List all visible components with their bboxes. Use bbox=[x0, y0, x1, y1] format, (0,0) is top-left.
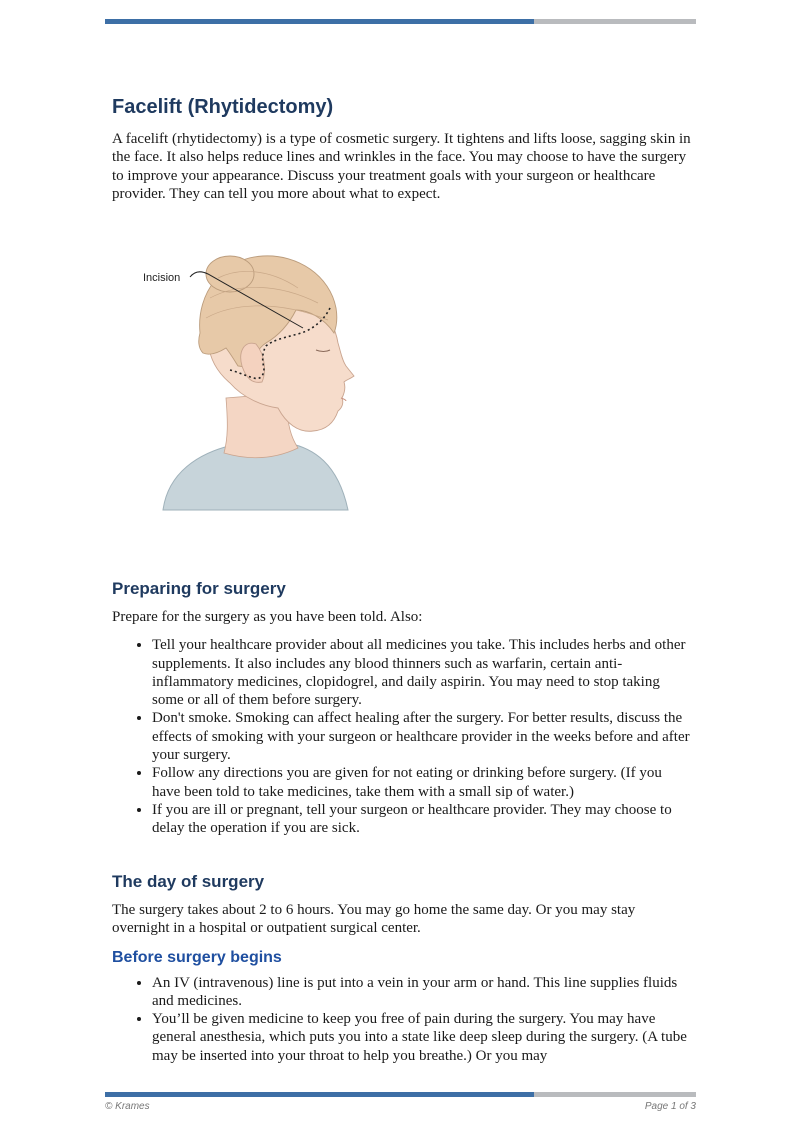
preparing-lead: Prepare for the surgery as you have been told. Also: bbox=[112, 609, 423, 625]
list-item: • You’ll be given medicine to keep you free of pain during the surgery. You may have general anesthesia, which puts you into a state like deep sleep during the surgery. (A tube may be inserted into your throat to help you breathe.) Or you may bbox=[152, 1010, 692, 1065]
bottom-rule bbox=[105, 1092, 696, 1097]
intro-paragraph: A facelift (rhytidectomy) is a type of cosmetic surgery. It tightens and lifts loose, sagging skin in the face. It also helps reduce lines and wrinkles in the face. You may choose to have the surgery to improve your appearance. Discuss your treatment goals with your surgeon or healthcare provider. They can tell you more about what to expect. bbox=[112, 131, 691, 202]
day-heading: The day of surgery bbox=[112, 872, 265, 891]
preparing-heading: Preparing for surgery bbox=[112, 579, 286, 598]
footer-copyright: © Krames bbox=[105, 1101, 150, 1112]
footer-page-number: Page 1 of 3 bbox=[644, 1101, 696, 1112]
list-item: • An IV (intravenous) line is put into a vein in your arm or hand. This line supplies fluids and medicines. bbox=[152, 974, 692, 1011]
page-title: Facelift (Rhytidectomy) bbox=[112, 96, 334, 118]
incision-label: Incision bbox=[143, 272, 181, 284]
list-item: • Don't smoke. Smoking can affect healing after the surgery. For better results, discuss the effects of smoking with your surgeon or healthcare provider in the weeks before and after your surgery. bbox=[152, 709, 692, 764]
intro-section bbox=[112, 94, 692, 203]
day-of-surgery-section bbox=[112, 871, 692, 1065]
day-paragraph: The surgery takes about 2 to 6 hours. You may go home the same day. Or you may stay overnight in a hospital or outpatient surgical center. bbox=[112, 902, 636, 937]
preparing-section bbox=[112, 578, 692, 838]
top-rule bbox=[105, 19, 696, 24]
list-item: • If you are ill or pregnant, tell your surgeon or healthcare provider. They may choose to delay the operation if you are sick. bbox=[152, 801, 692, 838]
list-item: • Tell your healthcare provider about all medicines you take. This includes herbs and other supplements. It also includes any blood thinners such as warfarin, certain anti-inflammatory medicines, clopidogrel, and daily aspirin. You may need to stop taking some or all of them before surgery. bbox=[152, 636, 692, 709]
list-item: • Follow any directions you are given for not eating or drinking before surgery. (If you have been told to take medicines, take them with a small sip of water.) bbox=[152, 764, 692, 801]
before-heading: Before surgery begins bbox=[112, 948, 282, 966]
preparing-list bbox=[112, 636, 692, 837]
before-list bbox=[112, 974, 692, 1065]
facelift-illustration bbox=[138, 248, 378, 518]
